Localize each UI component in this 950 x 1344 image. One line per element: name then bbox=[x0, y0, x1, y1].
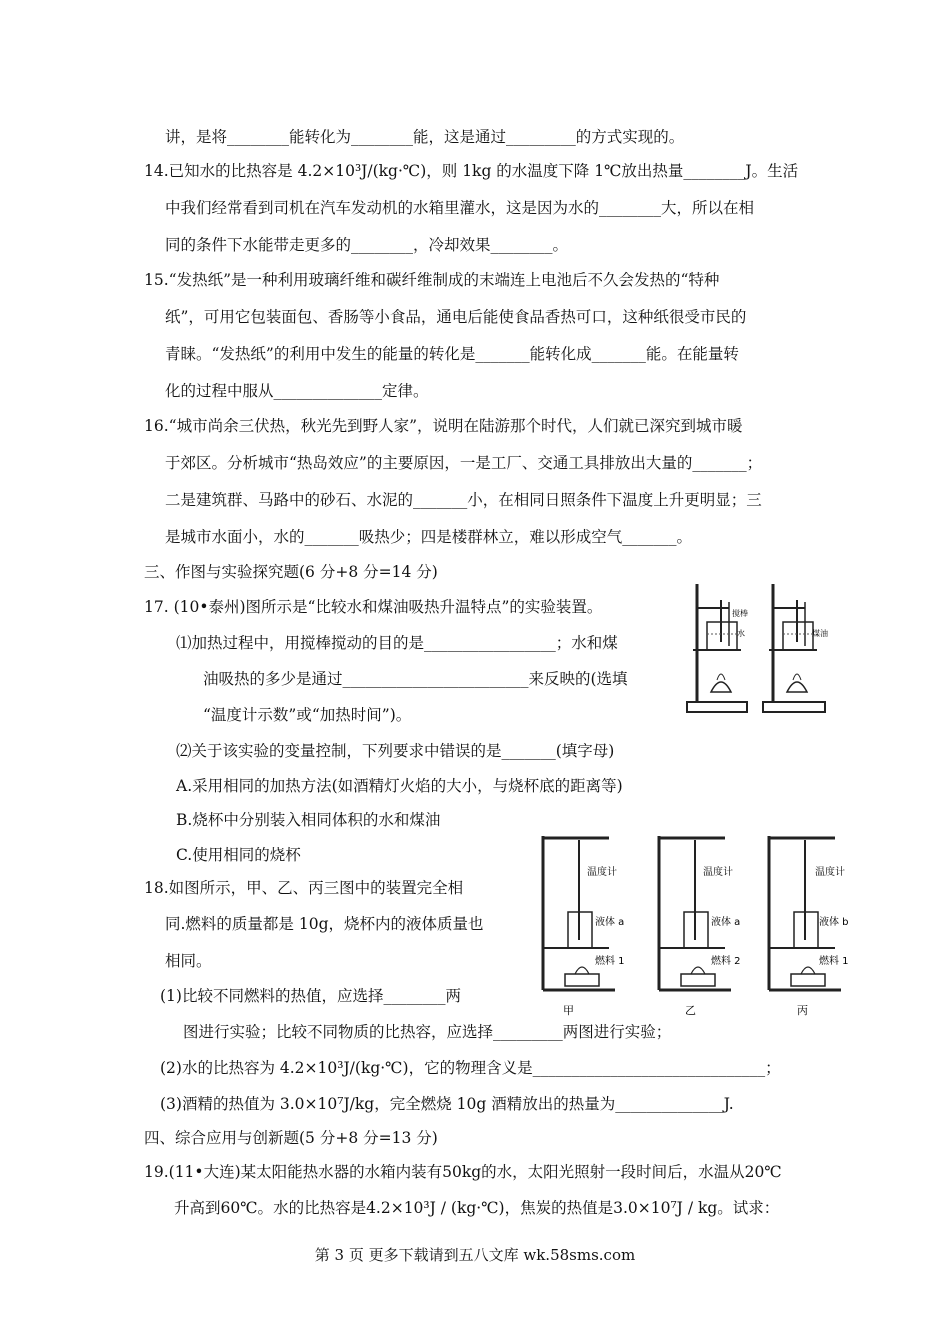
thermometer-label: 温度计 bbox=[587, 867, 617, 878]
liquid-label: 液体 a bbox=[711, 917, 741, 928]
text-line: (2)水的比热容为 4.2×10³J/(kg·℃)，它的物理含义是______________________________； bbox=[160, 1059, 781, 1077]
text-line: 油吸热的多少是通过________________________来反映的(选填 bbox=[203, 670, 628, 688]
text-line: 升高到60℃。水的比热容是4.2×10³J / (kg·℃)，焦炭的热值是3.0×10⁷J / kg。试求： bbox=[174, 1199, 780, 1217]
text-line: B.烧杯中分别装入相同体积的水和煤油 bbox=[176, 811, 441, 829]
text-line: A.采用相同的加热方法(如酒精灯火焰的大小，与烧杯底的距离等) bbox=[176, 777, 623, 795]
text-line: 图进行实验；比较不同物质的比热容，应选择_________两图进行实验； bbox=[183, 1023, 672, 1041]
caption-jia: 甲 bbox=[563, 1004, 574, 1017]
text-line: 同.燃料的质量都是 10g，烧杯内的液体质量也 bbox=[165, 915, 484, 933]
label-water: 水 bbox=[737, 629, 745, 638]
figure-17-apparatus bbox=[685, 580, 833, 720]
text-line: 15.“发热纸”是一种利用玻璃纤维和碳纤维制成的末端连上电池后不久会发热的“特种 bbox=[144, 271, 720, 289]
text-line: (1)比较不同燃料的热值，应选择________两 bbox=[160, 987, 461, 1005]
text-line: 18.如图所示，甲、乙、丙三图中的装置完全相 bbox=[144, 879, 464, 897]
text-line: ⑵关于该实验的变量控制，下列要求中错误的是_______(填字母) bbox=[176, 742, 615, 760]
text-line: 相同。 bbox=[165, 952, 212, 970]
caption-yi: 乙 bbox=[685, 1004, 696, 1017]
text-line: “温度计示数”或“加热时间”)。 bbox=[203, 706, 412, 724]
text-line: 化的过程中服从______________定律。 bbox=[165, 382, 429, 400]
fuel-label: 燃料 1 bbox=[595, 956, 625, 967]
text-line: 二是建筑群、马路中的砂石、水泥的_______小，在相同日照条件下温度上升更明显；三 bbox=[165, 491, 762, 509]
text-line: C.使用相同的烧杯 bbox=[176, 846, 301, 864]
text-line: 是城市水面小，水的_______吸热少；四是楼群林立，难以形成空气_______。 bbox=[165, 528, 693, 546]
panel-yi bbox=[659, 836, 741, 1017]
text-line: 17. (10•泰州)图所示是“比较水和煤油吸热升温特点”的实验装置。 bbox=[144, 598, 603, 616]
panel-bing bbox=[769, 836, 849, 1017]
text-line: 讲，是将________能转化为________能，这是通过_________的方式实现的。 bbox=[165, 128, 685, 146]
label-stir: 搅棒 bbox=[732, 609, 748, 618]
caption-bing: 丙 bbox=[797, 1004, 808, 1017]
label-oil: 煤油 bbox=[812, 629, 828, 638]
figure-18-apparatus bbox=[535, 830, 865, 1020]
section-heading: 三、作图与实验探究题(6 分+8 分=14 分) bbox=[144, 563, 438, 581]
text-line: 纸”，可用它包装面包、香肠等小食品，通电后能使食品香热可口，这种纸很受市民的 bbox=[165, 308, 747, 326]
liquid-label: 液体 a bbox=[595, 917, 625, 928]
page-footer: 第 3 页 更多下载请到五八文库 wk.58sms.com bbox=[314, 1246, 636, 1264]
text-line: (3)酒精的热值为 3.0×10⁷J/kg，完全燃烧 10g 酒精放出的热量为______________J. bbox=[160, 1095, 734, 1113]
fuel-label: 燃料 2 bbox=[711, 956, 741, 967]
panel-jia bbox=[543, 836, 625, 1017]
text-line: 同的条件下水能带走更多的________，冷却效果________。 bbox=[165, 236, 569, 254]
liquid-label: 液体 b bbox=[819, 917, 849, 928]
text-line: 16.“城市尚余三伏热，秋光先到野人家”，说明在陆游那个时代，人们就已深究到城市暖 bbox=[144, 417, 743, 435]
text-line: ⑴加热过程中，用搅棒搅动的目的是_________________；水和煤 bbox=[176, 634, 618, 652]
text-line: 中我们经常看到司机在汽车发动机的水箱里灌水，这是因为水的________大，所以在相 bbox=[165, 199, 755, 217]
text-line: 14.已知水的比热容是 4.2×10³J/(kg·℃)，则 1kg 的水温度下降 1℃放出热量________J。生活 bbox=[144, 162, 799, 180]
thermometer-label: 温度计 bbox=[703, 867, 733, 878]
section-heading: 四、综合应用与创新题(5 分+8 分=13 分) bbox=[144, 1129, 438, 1147]
text-line: 青睐。“发热纸”的利用中发生的能量的转化是_______能转化成_______能。在能量转 bbox=[165, 345, 739, 363]
text-line: 19.(11•大连)某太阳能热水器的水箱内装有50kg的水，太阳光照射一段时间后，水温从20℃ bbox=[144, 1163, 782, 1181]
text-line: 于郊区。分析城市“热岛效应”的主要原因，一是工厂、交通工具排放出大量的_______； bbox=[165, 454, 763, 472]
fuel-label: 燃料 1 bbox=[819, 956, 849, 967]
thermometer-label: 温度计 bbox=[815, 867, 845, 878]
